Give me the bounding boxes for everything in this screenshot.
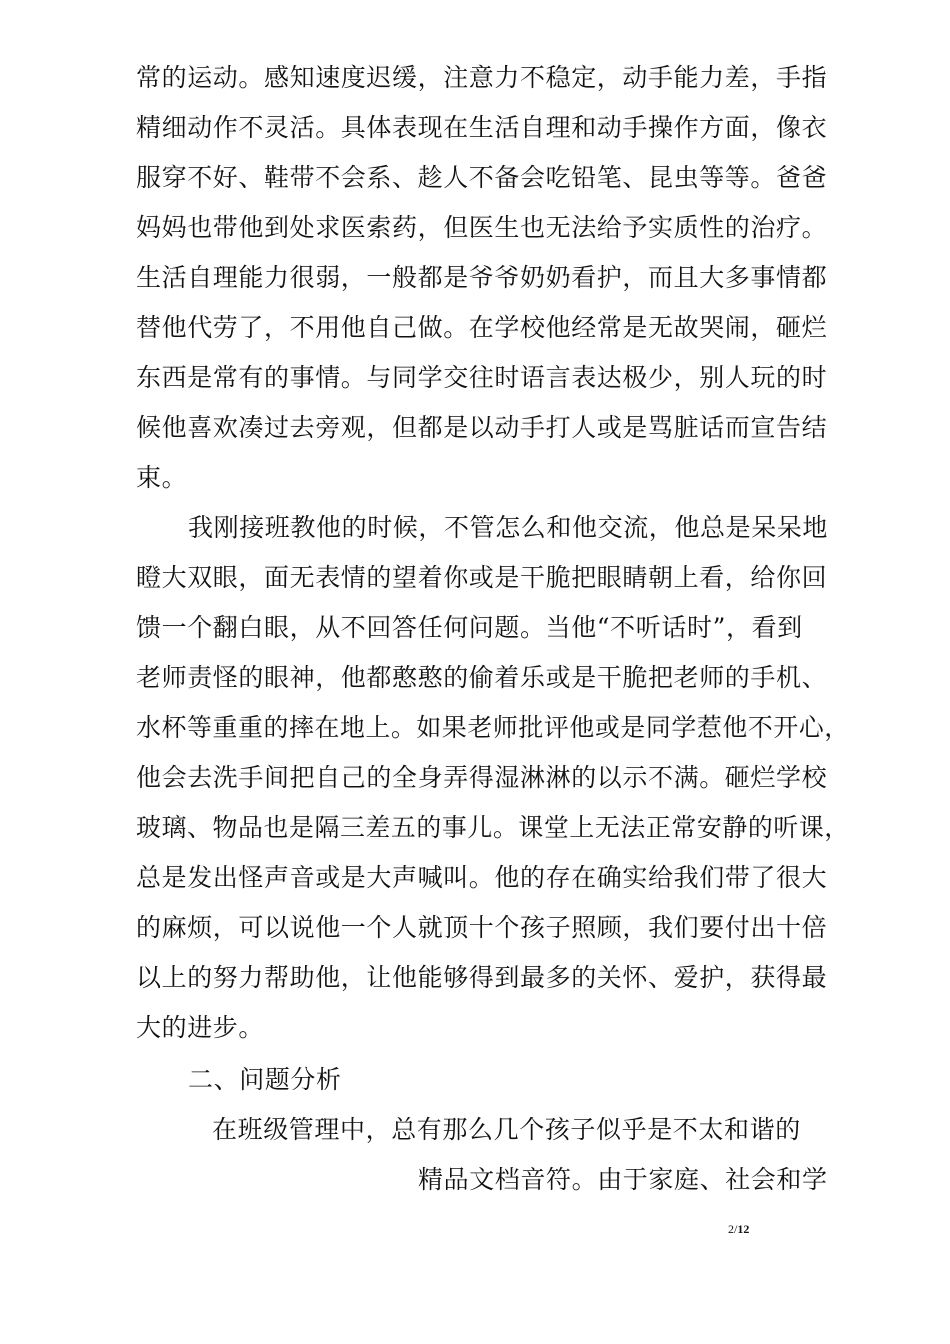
text-line: 候他喜欢凑过去旁观，但都是以动手打人或是骂脏话而宣告结 [136,413,828,442]
text-line: 馈一个翻白眼，从不回答任何问题。当他“不听话时”，看到 [136,613,803,642]
page-number-total: 12 [737,1222,750,1236]
text-line: 东西是常有的事情。与同学交往时语言表达极少，别人玩的时 [136,363,828,392]
text-line: 玻璃、物品也是隔三差五的事儿。课堂上无法正常安静的听课， [136,813,850,842]
section-heading: 二、问题分析 [188,1065,342,1094]
text-line: 生活自理能力很弱，一般都是爷爷奶奶看护，而且大多事情都 [136,263,828,292]
paragraph-first-line: 我刚接班教他的时候，不管怎么和他交流，他总是呆呆地 [188,513,829,542]
text-line: 精细动作不灵活。具体表现在生活自理和动手操作方面，像衣 [136,113,828,142]
page-number [728,1222,749,1236]
text-line: 老师责怪的眼神，他都憨憨的偷着乐或是干脆把老师的手机、 [136,663,828,692]
text-line: 大的进步。 [136,1013,265,1042]
text-line: 常的运动。感知速度迟缓，注意力不稳定，动手能力差，手指 [136,63,828,92]
page-number-current: 2/ [728,1222,738,1236]
paragraph-first-line: 在班级管理中，总有那么几个孩子似乎是不太和谐的 [212,1115,801,1144]
text-line: 精品文档音符。由于家庭、社会和学 [418,1165,828,1194]
text-line: 他会去洗手间把自己的全身弄得湿淋淋的以示不满。砸烂学校 [136,763,828,792]
text-line: 的麻烦，可以说他一个人就顶十个孩子照顾，我们要付出十倍 [136,913,828,942]
text-line: 总是发出怪声音或是大声喊叫。他的存在确实给我们带了很大 [136,863,828,892]
text-line: 瞪大双眼，面无表情的望着你或是干脆把眼睛朝上看，给你回 [136,563,828,592]
text-line: 束。 [136,463,188,492]
text-line: 以上的努力帮助他，让他能够得到最多的关怀、爱护，获得最 [136,963,828,992]
text-line: 妈妈也带他到处求医索药，但医生也无法给予实质性的治疗。 [136,213,828,242]
text-line: 服穿不好、鞋带不会系、趁人不备会吃铅笔、昆虫等等。爸爸 [136,163,828,192]
text-line: 替他代劳了，不用他自己做。在学校他经常是无故哭闹，砸烂 [136,313,828,342]
text-line: 水杯等重重的摔在地上。如果老师批评他或是同学惹他不开心， [136,713,850,742]
